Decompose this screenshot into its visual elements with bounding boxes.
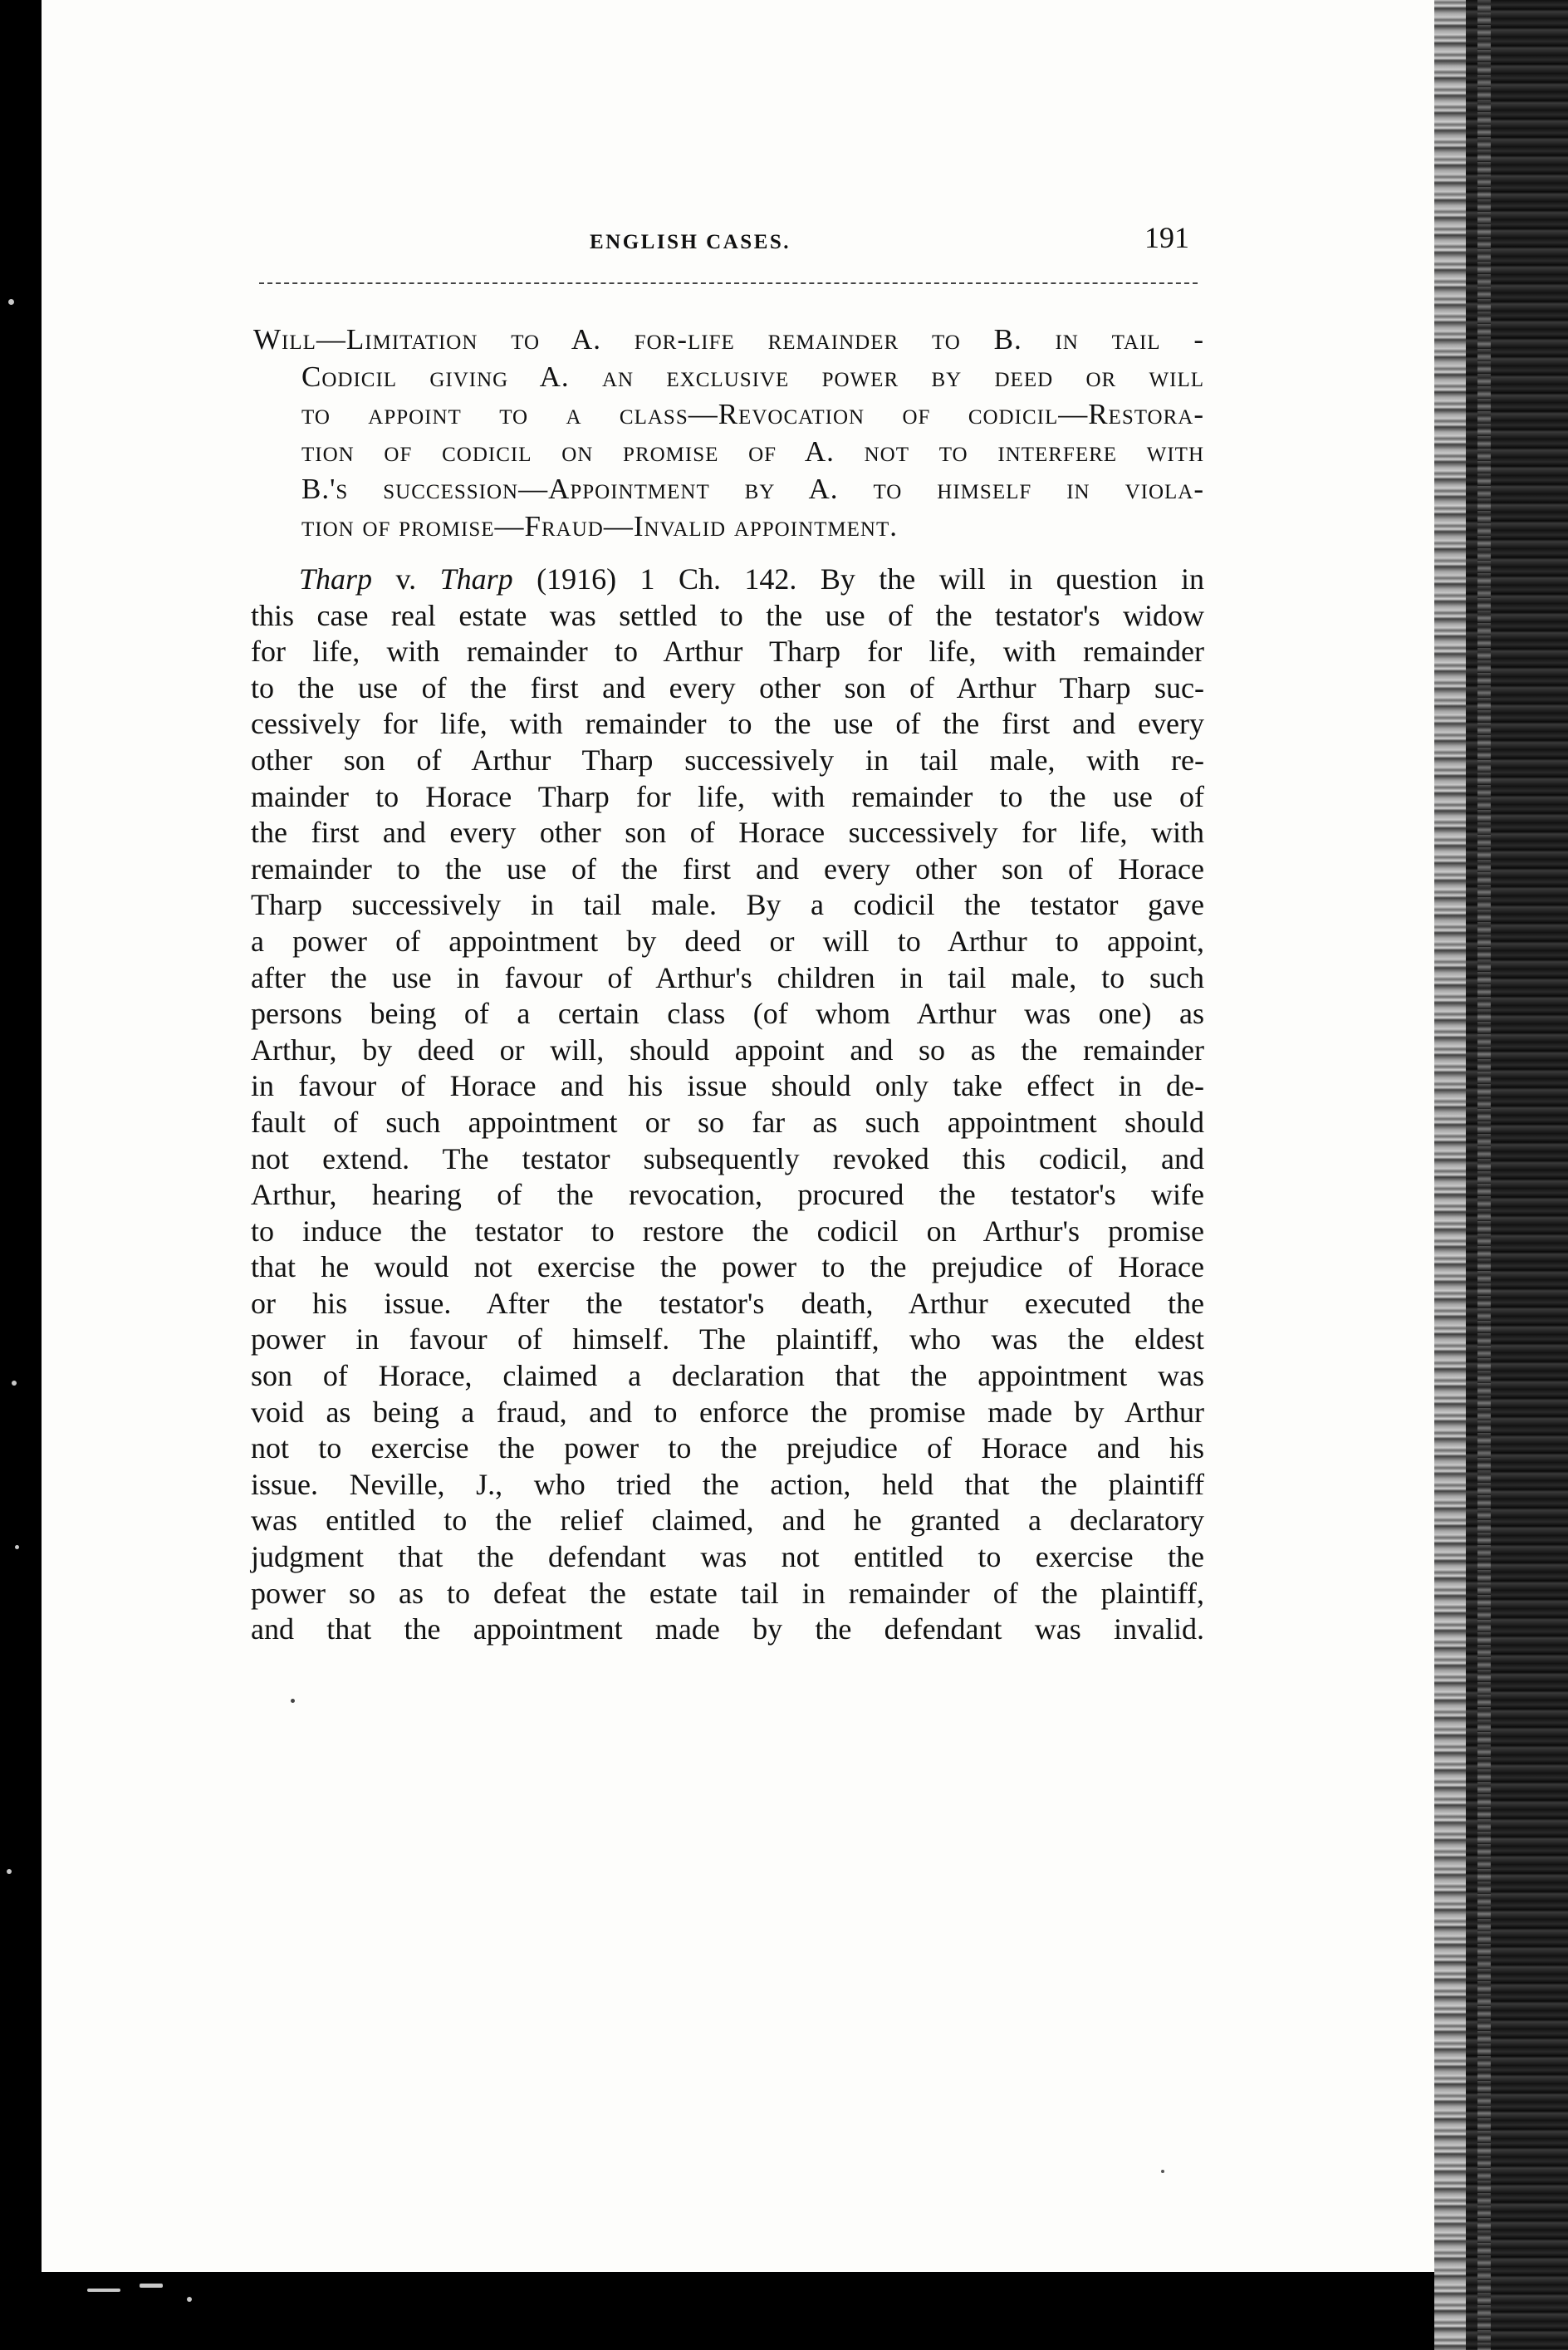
page-edge: [1434, 0, 1466, 2350]
body-line: judgment that the defendant was not entitled to exercise the: [251, 1540, 1204, 1574]
case-name-defendant: Tharp: [439, 562, 513, 596]
body-line: cessively for life, with remainder to the use of the first and every: [251, 707, 1204, 741]
scan-speck: [87, 2289, 120, 2292]
body-line: Tharp successively in tail male. By a codicil the testator gave: [251, 888, 1204, 922]
body-line: power in favour of himself. The plaintiff, who was the eldest: [251, 1322, 1204, 1357]
scan-speck: [8, 299, 14, 305]
scan-speck: [7, 1869, 12, 1874]
headnote-line: B.'s succession—Appointment by A. to himself in viola-: [301, 473, 1204, 505]
headnote-line: Will—Limitation to A. for-life remainder to B. in tail -: [253, 323, 1204, 356]
body-line: to the use of the first and every other son of Arthur Tharp suc-: [251, 670, 1204, 704]
header-rule: [259, 282, 1198, 284]
body-line: not to exercise the power to the prejudice of Horace and his: [251, 1431, 1204, 1465]
body-line: remainder to the use of the first and every other son of Horace: [251, 851, 1204, 886]
page-edge-shadow: [1477, 0, 1491, 2350]
scan-speck: [140, 2284, 163, 2288]
body-line: not extend. The testator subsequently revoked this codicil, and: [251, 1141, 1204, 1175]
headnote-line: to appoint to a class—Revocation of codicil—Restora-: [301, 398, 1204, 430]
scan-speck: [187, 2297, 192, 2302]
scan-speck: [1161, 2170, 1164, 2173]
scan-speck: [12, 1381, 17, 1386]
headnote-line: Codicil giving A. an exclusive power by deed or will: [301, 361, 1204, 393]
body-line: persons being of a certain class (of whom Arthur was one) as: [251, 997, 1204, 1031]
body-line: mainder to Horace Tharp for life, with remainder to the use of: [251, 779, 1204, 813]
body-line: other son of Arthur Tharp successively in tail male, with re-: [251, 743, 1204, 777]
body-line: a power of appointment by deed or will to Arthur to appoint,: [251, 924, 1204, 958]
case-versus: v.: [395, 562, 417, 596]
body-line: Arthur, by deed or will, should appoint and so as the remainder: [251, 1033, 1204, 1067]
body-line: son of Horace, claimed a declaration that the appointment was: [251, 1359, 1204, 1393]
headnote: [253, 321, 1204, 545]
headnote-line: tion of promise—Fraud—Invalid appointment.: [301, 510, 898, 542]
body-line: that he would not exercise the power to the prejudice of Horace: [251, 1250, 1204, 1284]
book-page: [42, 0, 1434, 2272]
running-head: ENGLISH CASES.: [590, 231, 791, 253]
body-line: in favour of Horace and his issue should only take effect in de-: [251, 1069, 1204, 1103]
body-line: the first and every other son of Horace successively for life, with: [251, 816, 1204, 850]
body-line: after the use in favour of Arthur's children in tail male, to such: [251, 960, 1204, 994]
headnote-line: tion of codicil on promise of A. not to interfere with: [301, 435, 1204, 468]
body-line: this case real estate was settled to the use of the testator's widow: [251, 598, 1204, 632]
body-line: Arthur, hearing of the revocation, procured the testator's wife: [251, 1178, 1204, 1212]
scan-speck: [291, 1699, 295, 1703]
scan-speck: [15, 1545, 19, 1549]
page-number: 191: [1144, 221, 1189, 254]
body-line: power so as to defeat the estate tail in remainder of the plaintiff,: [251, 1576, 1204, 1610]
case-name-plaintiff: Tharp: [299, 562, 373, 596]
case-summary: [251, 562, 1204, 1648]
body-line: to induce the testator to restore the codicil on Arthur's promise: [251, 1214, 1204, 1248]
body-line: void as being a fraud, and to enforce the promise made by Arthur: [251, 1395, 1204, 1429]
body-line: and that the appointment made by the defendant was invalid.: [251, 1612, 1204, 1646]
body-line: issue. Neville, J., who tried the action, held that the plaintiff: [251, 1467, 1204, 1501]
body-line: [251, 562, 1204, 598]
book-binding: [1434, 0, 1568, 2350]
scan-border-bottom: [0, 2272, 1434, 2350]
body-line: fault of such appointment or so far as such appointment should: [251, 1105, 1204, 1139]
case-citation: (1916) 1 Ch. 142. By the will in question in: [537, 562, 1205, 596]
body-line: for life, with remainder to Arthur Tharp for life, with remainder: [251, 635, 1204, 669]
body-line: was entitled to the relief claimed, and he granted a declaratory: [251, 1504, 1204, 1538]
body-line: or his issue. After the testator's death, Arthur executed the: [251, 1286, 1204, 1320]
